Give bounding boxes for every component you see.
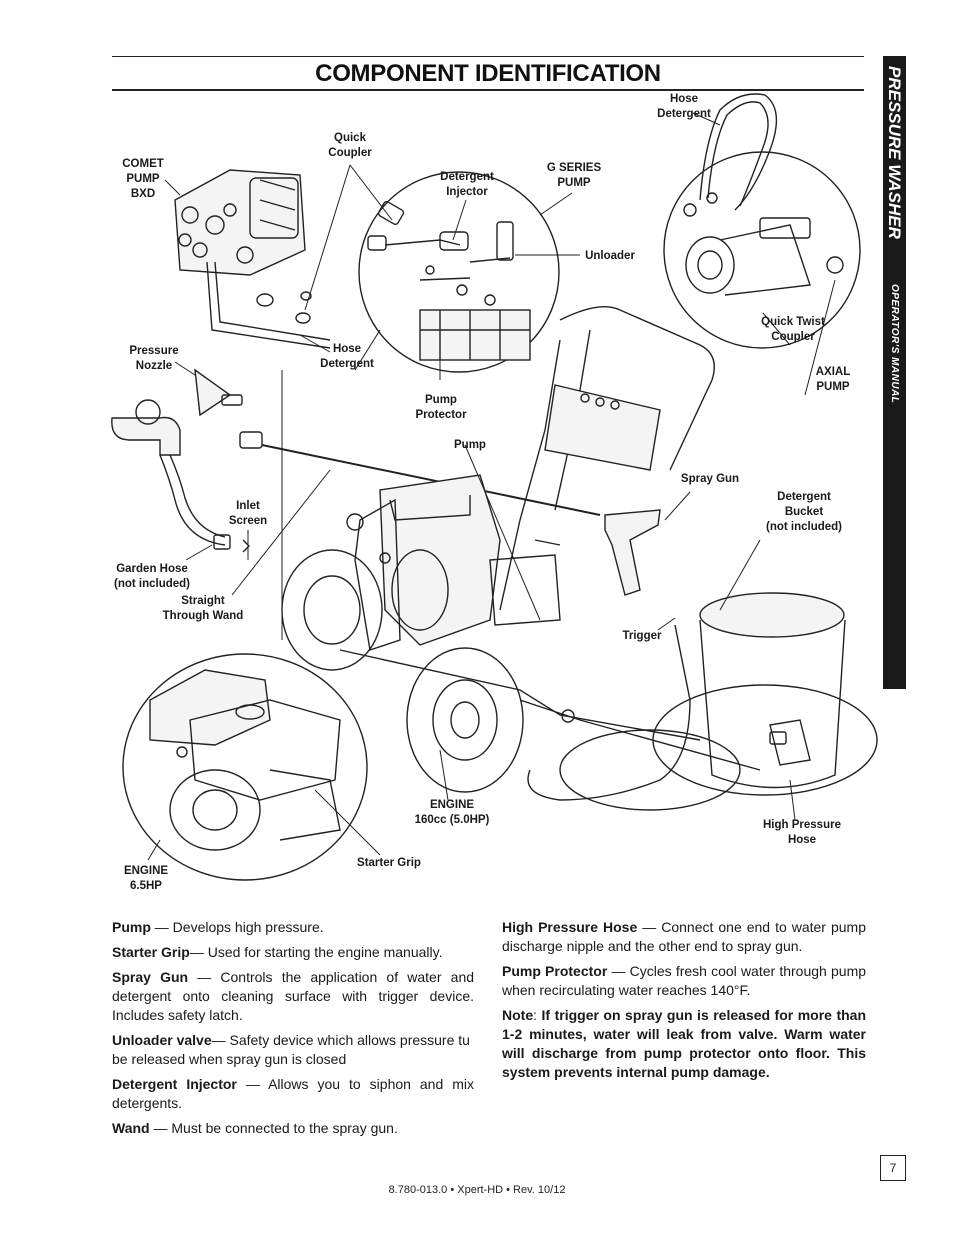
detergent-bucket-drawing — [560, 593, 877, 810]
page-title: COMPONENT IDENTIFICATION — [315, 60, 661, 87]
desc-note: Note: If trigger on spray gun is released for more than 1-2 minutes, water will leak from valve. Warm water will discharge from pump protector onto floor. This system prevents internal pump damage. — [502, 1007, 867, 1080]
descriptions-right — [502, 918, 866, 1088]
label-g-series-pump: G SERIES PUMP — [546, 162, 602, 189]
label-high-pressure-hose: High Pressure Hose — [763, 819, 841, 846]
label-starter-grip: Starter Grip — [357, 857, 421, 869]
label-detergent-injector: Detergent Injector — [440, 171, 494, 198]
label-spray-gun: Spray Gun — [680, 473, 740, 485]
axial-pump-detail-circle — [664, 94, 860, 348]
g-series-detail-circle — [359, 172, 559, 372]
comet-pump-drawing — [175, 170, 330, 348]
side-tab-subtitle: OPERATOR'S MANUAL — [889, 284, 900, 404]
descriptions-left — [112, 918, 474, 1144]
label-trigger: Trigger — [622, 630, 662, 642]
desc-starter-grip: Starter Grip— Used for starting the engine manually. — [112, 944, 443, 960]
label-engine-65hp: ENGINE 6.5HP — [123, 865, 169, 892]
label-inlet-screen: Inlet Screen — [228, 500, 268, 527]
desc-pump-protector: Pump Protector — Cycles fresh cool water through pump when recirculating water reaches 140°F. — [502, 963, 867, 998]
side-tab-title: PRESSURE WASHER — [885, 66, 904, 239]
label-quick-coupler: Quick Coupler — [328, 132, 372, 159]
label-pump-protector: Pump Protector — [415, 394, 467, 421]
footer-doc-ref: 8.780-013.0 • Xpert-HD • Rev. 10/12 — [388, 1184, 566, 1196]
desc-wand: Wand — Must be connected to the spray gun. — [112, 1120, 398, 1136]
desc-unloader-valve: Unloader valve— Safety device which allows pressure tu be released when spray gun is closed — [112, 1032, 470, 1067]
label-comet-pump: COMET PUMP BXD — [122, 158, 164, 200]
label-hose-detergent-top: Hose Detergent — [657, 93, 711, 120]
label-detergent-bucket: Detergent Bucket (not included) — [765, 491, 842, 533]
label-pressure-nozzle: Pressure Nozzle — [129, 345, 179, 372]
desc-spray-gun: Spray Gun — Controls the application of water and detergent onto cleaning surface with trigger device. Includes safety latch. — [112, 969, 475, 1023]
label-straight-through-wand: Straight Through Wand — [162, 595, 244, 622]
desc-high-pressure-hose: High Pressure Hose — Connect one end to water pump discharge nipple and the other end to spray gun. — [502, 919, 866, 954]
desc-pump: Pump — Develops high pressure. — [112, 919, 324, 935]
page-number: 7 — [880, 1155, 906, 1181]
label-hose-detergent-mid: Hose Detergent — [320, 343, 374, 370]
label-pump: Pump — [454, 439, 486, 451]
label-unloader: Unloader — [585, 250, 635, 262]
label-quick-twist-coupler: Quick Twist Coupler — [761, 316, 825, 343]
desc-detergent-injector: Detergent Injector — Allows you to siphon and mix detergents. — [112, 1076, 474, 1111]
label-garden-hose: Garden Hose (not included) — [113, 563, 190, 590]
label-engine-160cc: ENGINE 160cc (5.0HP) — [414, 799, 490, 826]
label-axial-pump: AXIAL PUMP — [815, 366, 851, 393]
engine-65hp-detail-circle — [123, 654, 367, 880]
